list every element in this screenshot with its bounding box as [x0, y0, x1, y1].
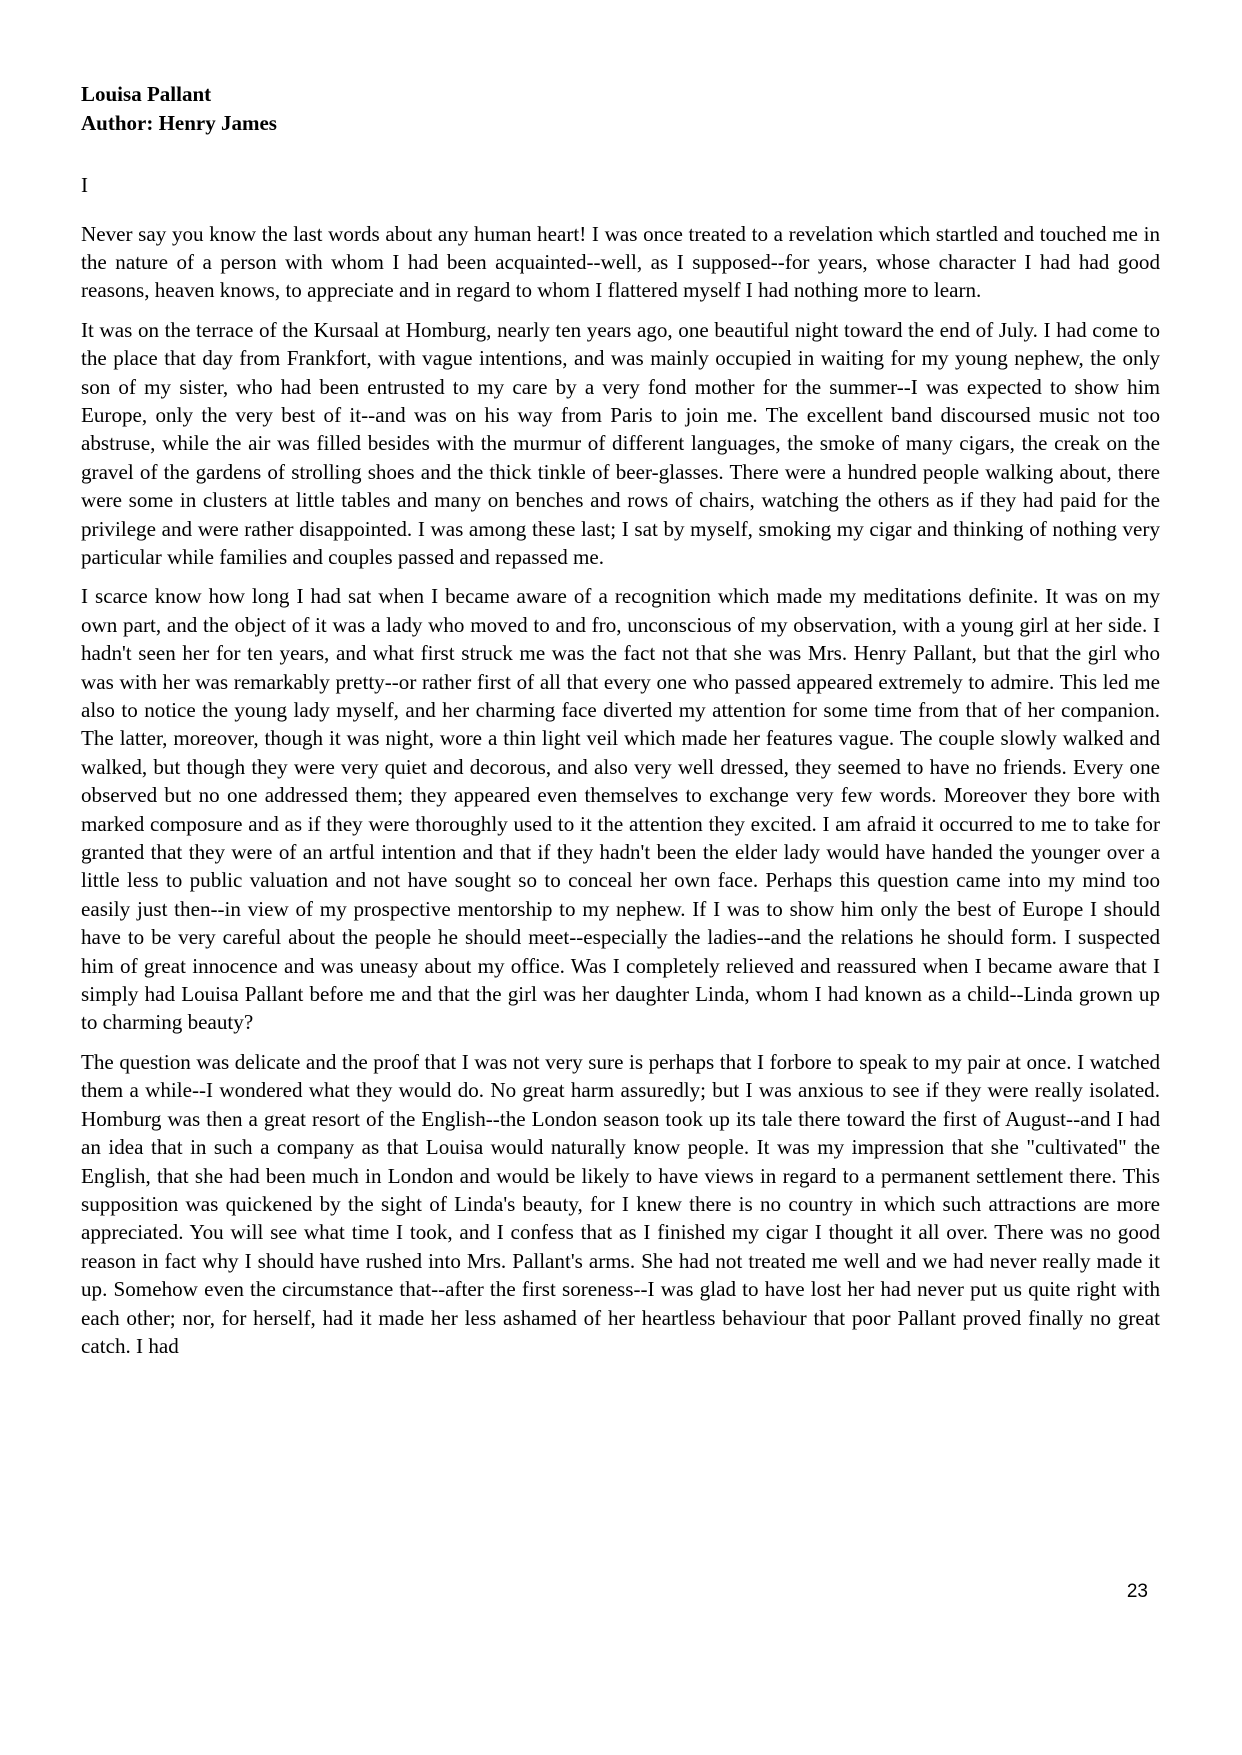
page-number: 23	[1126, 1581, 1148, 1602]
chapter-heading: I	[81, 173, 88, 197]
title-block	[81, 80, 1160, 137]
document-page	[81, 80, 1160, 1360]
author-line: Author: Henry James	[81, 110, 277, 135]
paragraph-1: Never say you know the last words about any human heart! I was once treated to a revelation which startled and touched me in the nature of a person with whom I had been acquainted--well, as I supposed--for years, whose character I had had good reasons, heaven knows, to appreciate and in regard to whom I flattered myself I had nothing more to learn.	[81, 221, 1160, 303]
paragraph-4: The question was delicate and the proof that I was not very sure is perhaps that I forbore to speak to my pair at once. I watched them a while--I wondered what they would do. No great harm assuredly; but I was anxious to see if they were really isolated. Homburg was then a great resort of the English--the London season took up its tale there toward the first of August--and I had an idea that in such a company as that Louisa would naturally know people. It was my impression that she "cultivated" the English, that she had been much in London and would be likely to have views in regard to a permanent settlement there. This supposition was quickened by the sight of Linda's beauty, for I knew there is no country in which such attractions are more appreciated. You will see what time I took, and I confess that as I finished my cigar I thought it all over. There was no good reason in fact why I should have rushed into Mrs. Pallant's arms. She had not treated me well and we had never really made it up. Somehow even the circumstance that--after the first soreness--I was glad to have lost her had never put us quite right with each other; nor, for herself, had it made her less ashamed of her heartless behaviour that poor Pallant proved finally no great catch. I had	[81, 1049, 1160, 1358]
paragraph-2: It was on the terrace of the Kursaal at Homburg, nearly ten years ago, one beautiful night toward the end of July. I had come to the place that day from Frankfort, with vague intentions, and was mainly occupied in waiting for my young nephew, the only son of my sister, who had been entrusted to my care by a very fond mother for the summer--I was expected to show him Europe, only the very best of it--and was on his way from Paris to join me. The excellent band discoursed music not too abstruse, while the air was filled besides with the murmur of different languages, the smoke of many cigars, the creak on the gravel of the gardens of strolling shoes and the thick tinkle of beer-glasses. There were a hundred people walking about, there were some in clusters at little tables and many on benches and rows of chairs, watching the others as if they had paid for the privilege and were rather disappointed. I was among these last; I sat by myself, smoking my cigar and thinking of nothing very particular while families and couples passed and repassed me.	[81, 317, 1160, 569]
document-title: Louisa Pallant	[81, 82, 212, 106]
paragraph-3: I scarce know how long I had sat when I became aware of a recognition which made my meditations definite. It was on my own part, and the object of it was a lady who moved to and fro, unconscious of my observation, with a young girl at her side. I hadn't seen her for ten years, and what first struck me was the fact not that she was Mrs. Henry Pallant, but that the girl who was with her was remarkably pretty--or rather first of all that every one who passed appeared extremely to admire. This led me also to notice the young lady myself, and her charming face diverted my attention for some time from that of her companion. The latter, moreover, though it was night, wore a thin light veil which made her features vague. The couple slowly walked and walked, but though they were very quiet and decorous, and also very well dressed, they seemed to have no friends. Every one observed but no one addressed them; they appeared even themselves to exchange very few words. Moreover they bore with marked composure and as if they were thoroughly used to it the attention they excited. I am afraid it occurred to me to take for granted that they were of an artful intention and that if they hadn't been the elder lady would have handed the younger over a little less to public valuation and not have sought so to conceal her own face. Perhaps this question came into my mind too easily just then--in view of my prospective mentorship to my nephew. If I was to show him only the best of Europe I should have to be very careful about the people he should meet--especially the ladies--and the relations he should form. I suspected him of great innocence and was uneasy about my office. Was I completely relieved and reassured when I became aware that I simply had Louisa Pallant before me and that the girl was her daughter Linda, whom I had known as a child--Linda grown up to charming beauty?	[81, 584, 1160, 1035]
